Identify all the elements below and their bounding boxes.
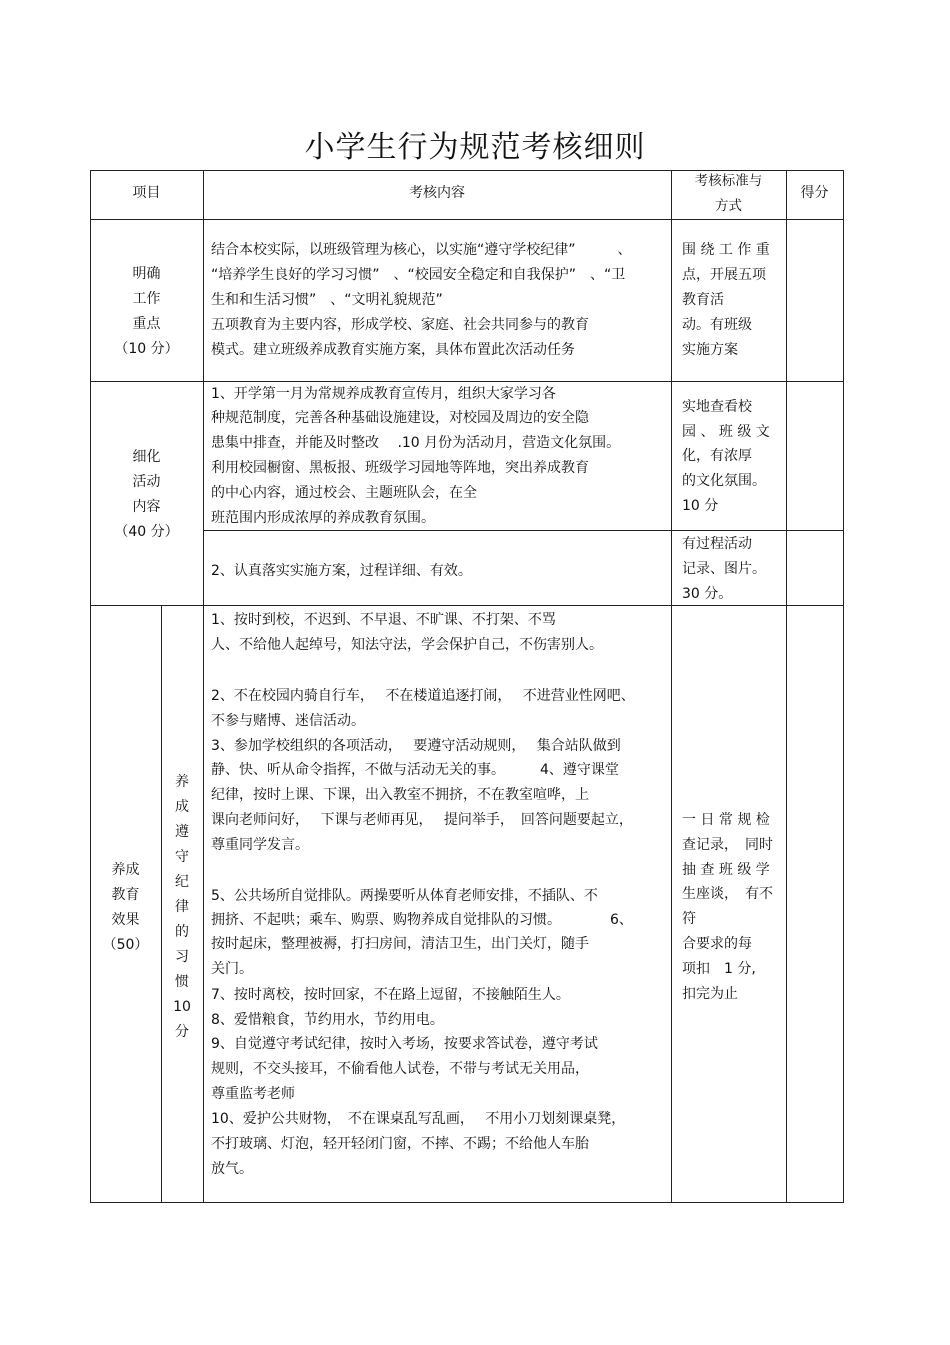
row1-standard-line: 实施方案: [682, 342, 738, 358]
row2-content-line: 利用校园橱窗、黑板报、班级学习园地等阵地，突出养成教育: [211, 460, 589, 476]
row3-standard-line: 合要求的每: [682, 936, 752, 952]
row2-standard-line: 园 、 班 级 文: [682, 424, 770, 440]
row3-subname-char: 10: [173, 999, 191, 1015]
row1-name-line: 重点: [132, 316, 161, 332]
row2-standard-line: 的文化氛围。: [682, 473, 766, 489]
row3-content-line: 放气。: [211, 1161, 253, 1177]
row3-content-line: 课向老师问好， 下课与老师再见， 提问举手， 回答问题要起立，: [211, 812, 633, 828]
row3-content-line: 关门。: [211, 961, 253, 977]
row3-subname-char: 纪: [175, 874, 189, 890]
row3-content-line: 5、公共场所自觉排队。两操要听从体育老师安排，不插队、不: [211, 888, 598, 904]
row3-subname-char: 的: [175, 924, 189, 940]
row2-name-line: 细化: [132, 449, 161, 465]
row2-standard-b-line: 记录、图片。: [682, 561, 766, 577]
row3-content-line: 静、快、听从命令指挥，不做与活动无关的事。 4、遵守课堂: [211, 762, 619, 778]
row1-name-line: 明确: [132, 266, 161, 282]
row3-standard-line: 项扣 1 分,: [682, 961, 756, 977]
row2-content-line: 种规范制度，完善各种基础设施建设，对校园及周边的安全隐: [211, 410, 589, 426]
row2-name-line: （40 分）: [114, 524, 179, 540]
row1-content-line: “培养学生良好的学习习惯” 、“校园安全稳定和自我保护” 、“卫: [211, 267, 626, 283]
row2-name-line: 内容: [132, 499, 161, 515]
row3-content-line: 拥挤、不起哄；乘车、购票、购物养成自觉排队的习惯。 6、: [211, 912, 633, 928]
row1-standard-line: 教育活: [682, 292, 724, 308]
row3-name-line: 养成: [111, 862, 140, 878]
row1-content-line: 五项教育为主要内容，形成学校、家庭、社会共同参与的教育: [211, 317, 589, 333]
row1-name-line: （10 分）: [114, 341, 179, 357]
row3-subname-char: 惯: [175, 974, 189, 990]
row3-content-line: 3、参加学校组织的各项活动， 要遵守活动规则， 集合站队做到: [211, 738, 621, 754]
row3-content-line: 8、爱惜粮食，节约用水，节约用电。: [211, 1012, 444, 1028]
row1-name-line: 工作: [132, 291, 161, 307]
row3-subname-char: 成: [175, 799, 189, 815]
row3-content-line: 2、不在校园内骑自行车， 不在楼道追逐打闹， 不进营业性网吧、: [211, 688, 635, 704]
row3-standard-line: 查记录， 同时: [682, 837, 773, 853]
row2-standard-line: 化，有浓厚: [682, 448, 752, 464]
row2-content-line: 患集中排查，并能及时整改 .10 月份为活动月，营造文化氛围。: [211, 435, 621, 451]
row2-standard-line: 实地查看校: [682, 399, 752, 415]
row3-content-line: 1、按时到校，不迟到、不早退、不旷课、不打架、不骂: [211, 612, 556, 628]
header-standard-line2: 方式: [715, 198, 742, 214]
row3-content-line: 人、不给他人起绰号，知法守法，学会保护自己，不伤害别人。: [211, 637, 603, 653]
row2-standard-line: 10 分: [682, 498, 719, 514]
row3-name-line: （50）: [102, 937, 149, 953]
row3-standard-line: 生座谈， 有不: [682, 886, 773, 902]
row3-standard-line: 扣完为止: [682, 986, 738, 1002]
row2-standard-b-line: 30 分。: [682, 586, 733, 602]
row1-content-line: 结合本校实际，以班级管理为核心，以实施“遵守学校纪律” 、: [211, 242, 632, 258]
row3-content-line: 9、自觉遵守考试纪律，按时入考场，按要求答试卷，遵守考试: [211, 1036, 598, 1052]
row3-standard-line: 抽 查 班 级 学: [682, 862, 770, 878]
row1-standard-line: 动。有班级: [682, 317, 752, 333]
row3-standard-line: 一 日 常 规 检: [682, 812, 770, 828]
row3-content-line: 不参与赌博、迷信活动。: [211, 713, 365, 729]
row1-content-line: 生和和生活习惯” 、“文明礼貌规范”: [211, 292, 443, 308]
row3-subname-char: 养: [175, 774, 189, 790]
row3-subname-char: 律: [175, 899, 189, 915]
header-content: 考核内容: [409, 185, 465, 201]
header-item: 项目: [132, 185, 161, 201]
row3-content-line: 7、按时离校，按时回家，不在路上逗留，不接触陌生人。: [211, 987, 570, 1003]
row3-content-line: 按时起床，整理被褥，打扫房间，清洁卫生，出门关灯，随手: [211, 936, 589, 952]
header-score: 得分: [800, 185, 829, 201]
row3-content-line: 10、爱护公共财物， 不在课桌乱写乱画， 不用小刀划刻课桌凳，: [211, 1111, 626, 1127]
row2-name-line: 活动: [132, 474, 161, 490]
row3-subname-char: 遵: [175, 824, 189, 840]
row1-standard-line: 围 绕 工 作 重: [682, 242, 770, 258]
row1-content-line: 模式。建立班级养成教育实施方案，具体布置此次活动任务: [211, 342, 575, 358]
header-standard-line1: 考核标准与: [694, 173, 763, 189]
row3-content-line: 尊重同学发言。: [211, 837, 309, 853]
row3-standard-line: 符: [682, 911, 696, 927]
row3-content-line: 不打玻璃、灯泡，轻开轻闭门窗，不摔、不踢；不给他人车胎: [211, 1136, 589, 1152]
row3-name-line: 效果: [111, 912, 140, 928]
row2-content-line: 1、开学第一月为常规养成教育宣传月，组织大家学习各: [211, 386, 556, 402]
row2-standard-b-line: 有过程活动: [682, 536, 752, 552]
row3-subname-char: 守: [175, 849, 189, 865]
row2-content-line: 班范围内形成浓厚的养成教育氛围。: [211, 510, 435, 526]
row2-content-line: 的中心内容，通过校会、主题班队会，在全: [211, 485, 477, 501]
row3-content-line: 尊重监考老师: [211, 1086, 295, 1102]
row3-name-line: 教育: [111, 887, 140, 903]
row3-subname-char: 习: [175, 949, 189, 965]
row3-content-line: 规则，不交头接耳，不偷看他人试卷，不带与考试无关用品，: [211, 1061, 589, 1077]
row3-content-line: 纪律，按时上课、下课，出入教室不拥挤，不在教室喧哗，上: [211, 787, 589, 803]
row3-subname-char: 分: [175, 1024, 189, 1040]
row2-content-b: 2、认真落实实施方案，过程详细、有效。: [211, 563, 472, 579]
row1-standard-line: 点，开展五项: [682, 267, 766, 283]
page-title: 小学生行为规范考核细则: [304, 130, 646, 165]
